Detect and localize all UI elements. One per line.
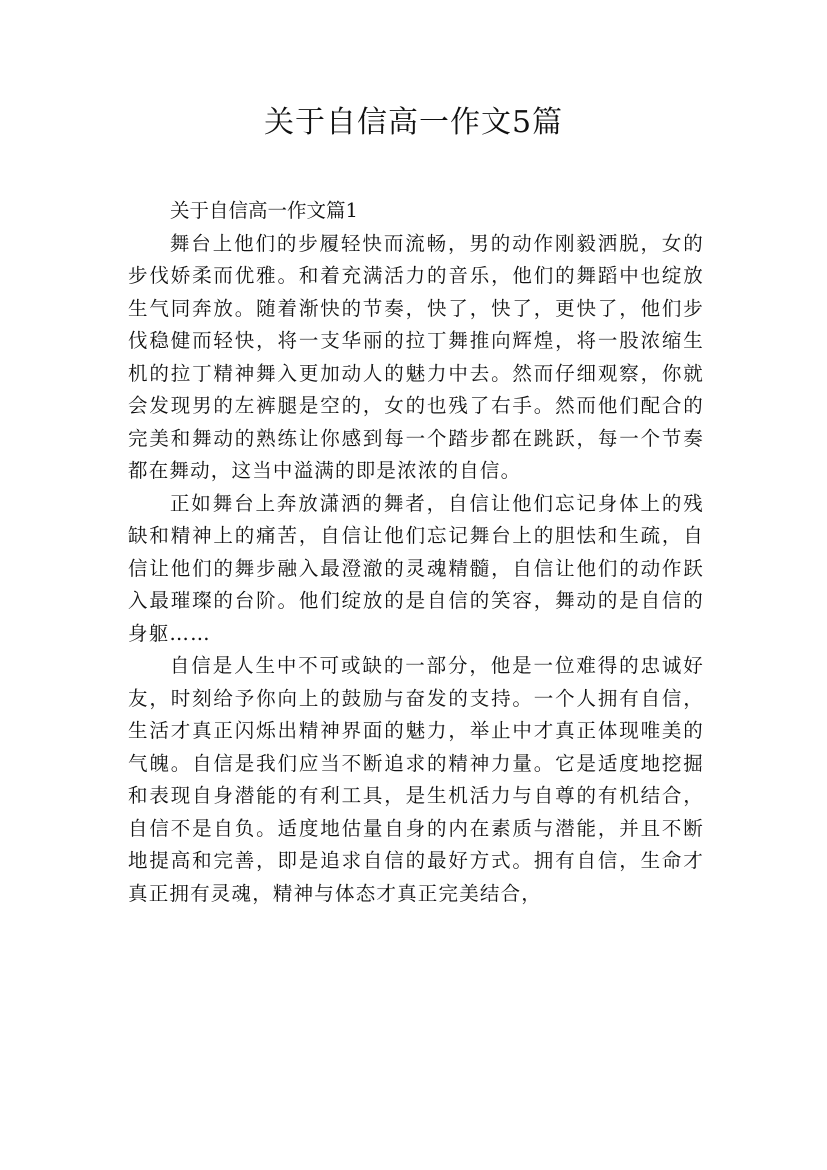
section-heading: 关于自信高一作文篇1 bbox=[170, 199, 358, 222]
paragraph-2: 正如舞台上奔放潇洒的舞者，自信让他们忘记身体上的残缺和精神上的痛苦，自信让他们忘记舞台上的胆怯和生疏，自信让他们的舞步融入最澄澈的灵魂精髓，自信让他们的动作跃入最璀璨的台阶。他们绽放的是自信的笑容，舞动的是自信的身躯…… bbox=[128, 491, 704, 645]
paragraph-3: 自信是人生中不可或缺的一部分，他是一位难得的忠诚好友，时刻给予你向上的鼓励与奋发的支持。一个人拥有自信，生活才真正闪烁出精神界面的魅力，举止中才真正体现唯美的气魄。自信是我们应当不断追求的精神力量。它是适度地挖掘和表现自身潜能的有利工具，是生机活力与自尊的有机结合，自信不是自负。适度地估量自身的内在素质与潜能，并且不断地提高和完善，即是追求自信的最好方式。拥有自信，生命才真正拥有灵魂，精神与体态才真正完美结合， bbox=[128, 654, 704, 905]
paragraph-1: 舞台上他们的步履轻快而流畅，男的动作刚毅洒脱，女的步伐娇柔而优雅。和着充满活力的音乐，他们的舞蹈中也绽放生气同奔放。随着渐快的节奏，快了，快了，更快了，他们步伐稳健而轻快，将一支华丽的拉丁舞推向辉煌，将一股浓缩生机的拉丁精神舞入更加动人的魅力中去。然而仔细观察，你就会发现男的左裤腿是空的，女的也残了右手。然而他们配合的完美和舞动的熟练让你感到每一个踏步都在跳跃，每一个节奏都在舞动，这当中溢满的即是浓浓的自信。 bbox=[128, 231, 704, 482]
document-body bbox=[128, 195, 704, 910]
document-title: 关于自信高一作文5篇 bbox=[263, 105, 564, 140]
